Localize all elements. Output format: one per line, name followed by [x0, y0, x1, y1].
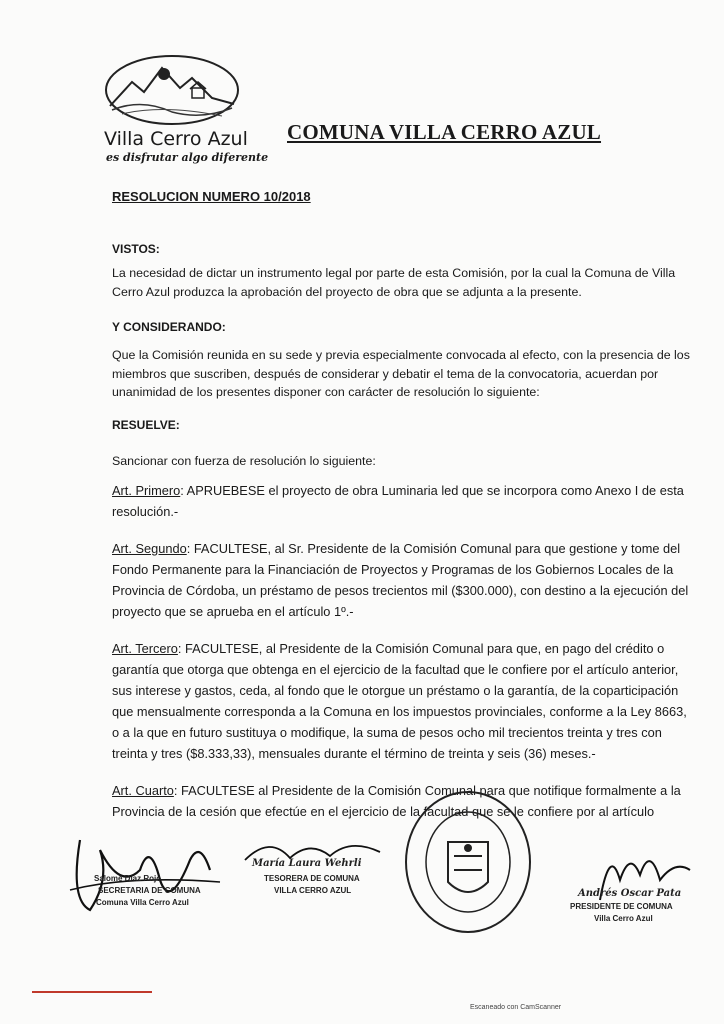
document-title: COMUNA VILLA CERRO AZUL [287, 120, 602, 144]
resuelve-heading: RESUELVE: [112, 418, 180, 432]
article-tercero [112, 638, 692, 764]
signature-name: Salomé Diaz Rojo [94, 874, 162, 883]
article-primero [112, 480, 692, 522]
logo-name: Villa Cerro Azul [104, 128, 248, 150]
article-label: Art. Tercero [112, 641, 178, 656]
red-mark [32, 991, 152, 993]
scanner-footer: Escaneado con CamScanner [470, 1004, 562, 1011]
article-label: Art. Segundo [112, 541, 187, 556]
signature-name: Andrés Oscar Pata [578, 888, 682, 899]
official-seal [398, 782, 538, 942]
considerando-heading: Y CONSIDERANDO: [112, 320, 226, 334]
signature-role: TESORERA DE COMUNA [264, 874, 360, 883]
article-text: : APRUEBESE el proyecto de obra Luminaria led que se incorpora como Anexo I de esta resolución.- [112, 483, 684, 519]
signature-org: Comuna Villa Cerro Azul [96, 898, 189, 907]
article-text: : FACULTESE al Presidente de la Comisión Comunal para que notifique formalmente a la Provincia de la cesión que efectúe en el ejercicio de la facultad que se le confiere por al artículo [112, 783, 681, 819]
article-label: Art. Primero [112, 483, 181, 498]
signature-scribble [580, 840, 710, 910]
signature-name: María Laura Wehrli [252, 858, 362, 869]
article-text: : FACULTESE, al Presidente de la Comisión Comunal para que, en pago del crédito o garantía que otorga que obtenga en el ejercicio de la facultad que le confiere por el artículo anterior, sus interese y gastos, ceda, al fondo que le otorgue un préstamo o la garantía, de la coparticipación que mensualmente corresponda a la Comuna en los impuestos provinciales, conforme a la Ley 8663, o a la que en futuro sustituya o modifique, la suma de pesos ocho mil trecientos treinta y tres con treinta y tres ($8.333,33), mensuales durante el término de treinta y seis (36) meses.- [112, 641, 687, 761]
signature-org: VILLA CERRO AZUL [274, 886, 352, 895]
logo-tagline: es disfrutar algo diferente [106, 151, 269, 164]
considerando-text: Que la Comisión reunida en su sede y previa especialmente convocada al efecto, con la presencia de los miembros que suscriben, después de considerar y debatir el tema de la convocatoria, acuerdan por unanimidad de los presentes disponer con carácter de resolución lo siguiente: [112, 348, 690, 399]
vistos-heading: VISTOS: [112, 242, 160, 256]
article-segundo [112, 538, 692, 622]
signature-org: Villa Cerro Azul [594, 914, 653, 923]
resolution-number: RESOLUCION NUMERO 10/2018 [112, 189, 311, 204]
article-label: Art. Cuarto [112, 783, 174, 798]
signature-role: SECRETARIA DE COMUNA [98, 886, 201, 895]
article-text: : FACULTESE, al Sr. Presidente de la Comisión Comunal para que gestione y tome del Fondo Permanente para la Financiación de Proyectos y Programas de los Gobiernos Locales de la Provincia de Córdoba, un préstamo de pesos trecientos mil ($300.000), con destino a la ejecución del proyecto que se aprueba en el artículo 1º.- [112, 541, 689, 619]
signature-role: PRESIDENTE DE COMUNA [570, 902, 673, 911]
resuelve-intro: Sancionar con fuerza de resolución lo siguiente: [112, 454, 376, 468]
vistos-text: La necesidad de dictar un instrumento legal por parte de esta Comisión, por la cual la Comuna de Villa Cerro Azul produzca la aprobación del proyecto de obra que se adjunta a la presente. [112, 266, 676, 299]
